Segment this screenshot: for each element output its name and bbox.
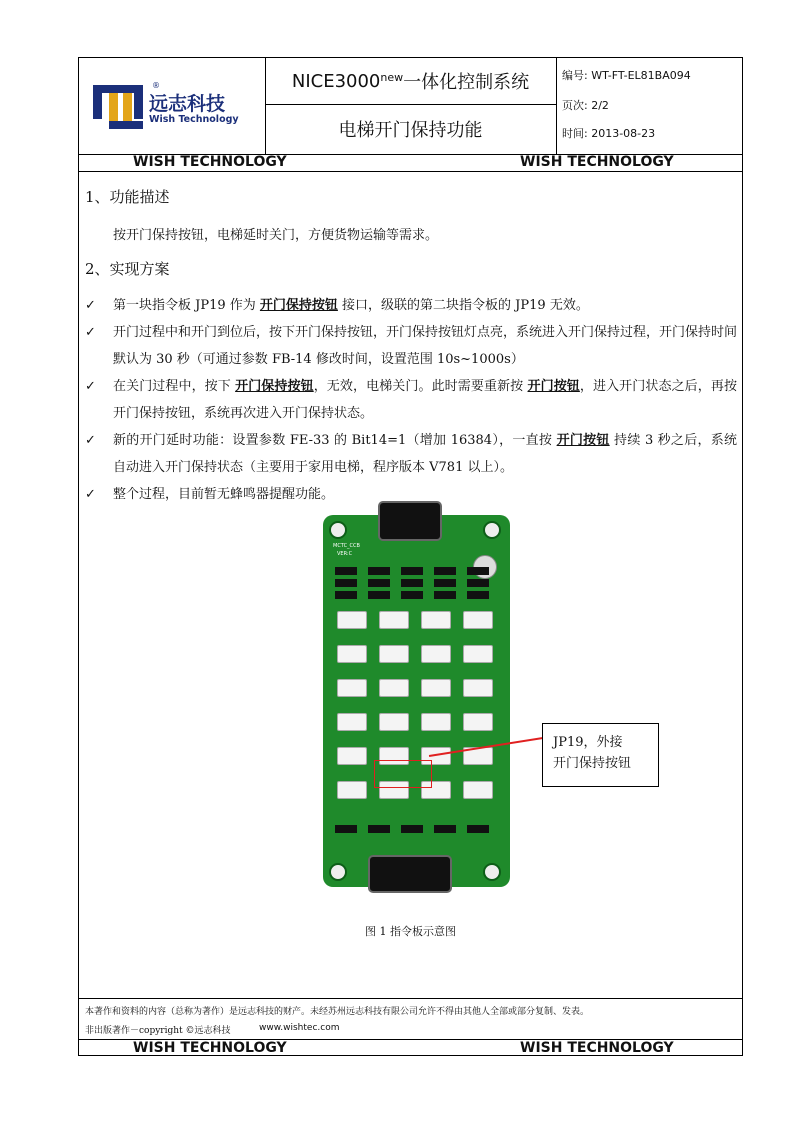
ic-chip xyxy=(368,591,390,599)
document-header xyxy=(79,58,742,155)
figure-caption: 图 1 指令板示意图 xyxy=(365,925,456,938)
bullet-item: ✓ 开门过程中和开门到位后，按下开门保持按钮，开门保持按钮灯点亮，系统进入开门保持过程，开门保持时间默认为 30 秒（可通过参数 FB-14 修改时间，设置范围 10s~1000s） xyxy=(85,319,737,373)
band-right-text: WISH TECHNOLOGY xyxy=(520,1040,674,1056)
db9-connector-top xyxy=(378,501,442,541)
bullet-item: ✓ 整个过程，目前暂无蜂鸣器提醒功能。 xyxy=(85,481,737,508)
company-logo xyxy=(79,58,265,154)
title-cell xyxy=(265,58,557,154)
meta-cell xyxy=(557,58,742,154)
check-icon: ✓ xyxy=(85,379,96,394)
terminal-connector xyxy=(379,645,409,663)
ic-chip xyxy=(434,591,456,599)
terminal-connector xyxy=(337,679,367,697)
check-icon: ✓ xyxy=(85,487,96,502)
terminal-connector xyxy=(379,713,409,731)
terminal-connector xyxy=(421,679,451,697)
check-icon: ✓ xyxy=(85,298,96,313)
ic-chip xyxy=(467,579,489,587)
terminal-connector xyxy=(337,713,367,731)
check-icon: ✓ xyxy=(85,433,96,448)
system-title: NICE3000 $^{new}$ 一体化控制系统 xyxy=(265,58,556,105)
ic-chip xyxy=(368,579,390,587)
terminal-connector xyxy=(337,645,367,663)
ic-chip xyxy=(467,825,489,833)
ic-chip xyxy=(434,579,456,587)
terminal-connector xyxy=(379,611,409,629)
terminal-connector xyxy=(337,747,367,765)
board-label: MCTC_CCB xyxy=(333,543,360,549)
bullet-item: ✓ 在关门过程中，按下 开门保持按钮，无效，电梯关门。此时需要重新按 开门按钮，进入开门状态之后，再按开门保持按钮，系统再次进入开门保持状态。 xyxy=(85,373,737,427)
mount-hole xyxy=(329,521,347,539)
copyright-notice: 本著作和资料的内容（总称为著作）是远志科技的财产。未经苏州远志科技有限公司允许不得由其他人全部或部分复制、发表。 xyxy=(85,1007,590,1017)
copyright-line: 非出版著作－copyright ©远志科技 xyxy=(85,1026,231,1036)
section-1-body: 按开门保持按钮，电梯延时关门，方便货物运输等需求。 xyxy=(113,228,439,243)
mount-hole xyxy=(483,521,501,539)
callout-line-2: 开门保持按钮 xyxy=(553,756,632,771)
logo-cell xyxy=(79,58,266,154)
callout-line-1: JP19，外接 xyxy=(553,735,623,750)
terminal-connector xyxy=(337,611,367,629)
ic-chip xyxy=(467,567,489,575)
document-title: 电梯开门保持功能 xyxy=(338,120,483,141)
ic-chip xyxy=(335,825,357,833)
bullet-item: ✓ 第一块指令板 JP19 作为 开门保持按钮 接口，级联的第二块指令板的 JP19 无效。 xyxy=(85,292,737,319)
ic-chip xyxy=(335,579,357,587)
ic-chip xyxy=(401,591,423,599)
terminal-connector xyxy=(379,679,409,697)
terminal-connector xyxy=(421,645,451,663)
page-frame xyxy=(78,57,743,1056)
header-band xyxy=(79,154,742,172)
section-1-heading: 1、功能描述 xyxy=(85,188,170,206)
ic-chip xyxy=(401,567,423,575)
board-sub-label: VER:C xyxy=(337,551,353,557)
terminal-connector xyxy=(421,611,451,629)
page-number: 页次: 2/2 xyxy=(562,99,609,112)
ic-chip xyxy=(368,567,390,575)
terminal-connector xyxy=(463,713,493,731)
logo-cn-text: 远志科技 xyxy=(149,93,226,115)
ic-chip xyxy=(401,579,423,587)
check-icon: ✓ xyxy=(85,325,96,340)
band-left-text: WISH TECHNOLOGY xyxy=(133,1040,287,1056)
doc-number: 编号: WT-FT-EL81BA094 xyxy=(562,69,691,82)
footer-band xyxy=(79,1039,742,1057)
terminal-connector xyxy=(337,781,367,799)
terminal-connector xyxy=(463,781,493,799)
jp19-callout xyxy=(542,723,659,787)
jp19-highlight xyxy=(374,760,432,788)
registered-mark: ® xyxy=(152,81,160,90)
ic-chip xyxy=(401,825,423,833)
mount-hole xyxy=(483,863,501,881)
footer-notice xyxy=(79,998,742,1039)
ic-chip xyxy=(335,567,357,575)
logo-en-text: Wish Technology xyxy=(149,114,239,125)
ic-chip xyxy=(467,591,489,599)
logo-mark-icon xyxy=(93,85,143,129)
command-board-image xyxy=(323,515,510,887)
doc-date: 时间: 2013-08-23 xyxy=(562,127,656,140)
terminal-connector xyxy=(463,645,493,663)
ic-chip xyxy=(335,591,357,599)
website-link[interactable]: www.wishtec.com xyxy=(259,1023,340,1033)
terminal-connector xyxy=(421,713,451,731)
bullet-item: ✓ 新的开门延时功能：设置参数 FE-33 的 Bit14=1（增加 16384），一直按 开门按钮 持续 3 秒之后，系统自动进入开门保持状态（主要用于家用电梯，程序版本 V781 以上）。 xyxy=(85,427,737,481)
terminal-connector xyxy=(463,679,493,697)
mount-hole xyxy=(329,863,347,881)
band-right-text: WISH TECHNOLOGY xyxy=(520,154,674,170)
section-2-heading: 2、实现方案 xyxy=(85,260,170,278)
ic-chip xyxy=(368,825,390,833)
terminal-connector xyxy=(463,611,493,629)
ic-chip xyxy=(434,567,456,575)
band-left-text: WISH TECHNOLOGY xyxy=(133,154,287,170)
db9-connector-bottom xyxy=(368,855,452,893)
ic-chip xyxy=(434,825,456,833)
